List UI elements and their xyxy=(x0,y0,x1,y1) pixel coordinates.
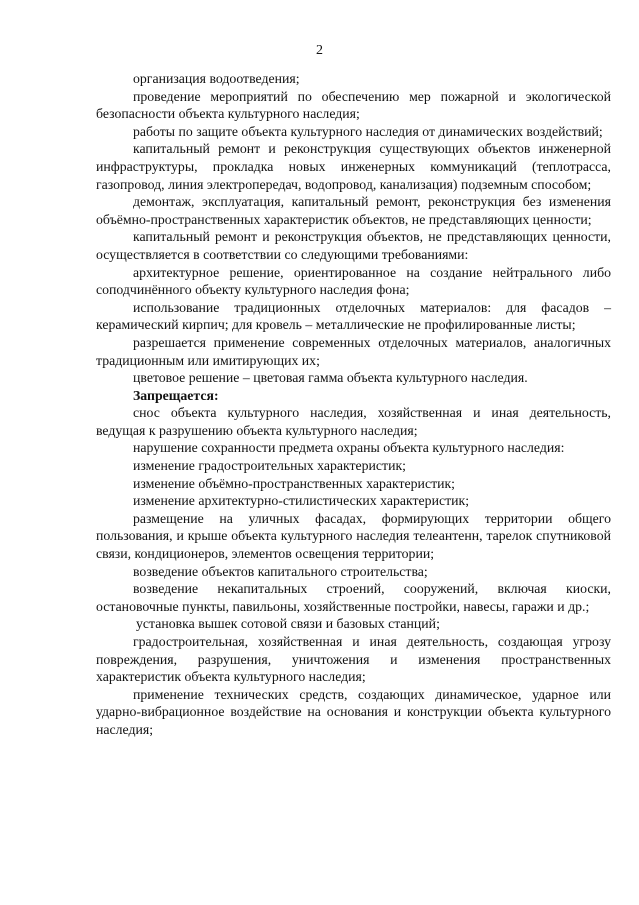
paragraph: изменение архитектурно-стилистических характеристик; xyxy=(133,493,470,509)
paragraph: возведение объектов капитального строительства; xyxy=(133,563,428,579)
paragraph: разрешается применение современных отделочных материалов, аналогичных традиционным или имитирующих их; xyxy=(96,334,611,368)
paragraph: градостроительная, хозяйственная и иная деятельность, создающая угрозу повреждения, разрушения, уничтожения и изменения пространственных характеристик объекта культурного наследия; xyxy=(96,634,611,685)
paragraph: применение технических средств, создающих динамическое, ударное или ударно-вибрационное воздействие на основания и конструкции объекта культурного наследия; xyxy=(96,686,611,737)
paragraph: демонтаж, эксплуатация, капитальный ремонт, реконструкция без изменения объёмно-пространственных характеристик объектов, не представляющих ценности; xyxy=(96,194,611,227)
paragraph: изменение градостроительных характеристик; xyxy=(133,458,407,474)
paragraph: нарушение сохранности предмета охраны объекта культурного наследия: xyxy=(133,440,565,456)
paragraph: капитальный ремонт и реконструкция объектов, не представляющих ценности, осуществляется в соответствии со следующими требованиями: xyxy=(96,229,611,262)
paragraph: установка вышек сотовой связи и базовых станций; xyxy=(136,616,440,632)
paragraph: цветовое решение – цветовая гамма объекта культурного наследия. xyxy=(133,370,528,386)
section-heading-prohibited: Запрещается: xyxy=(133,387,219,403)
paragraph: архитектурное решение, ориентированное на создание нейтрального либо соподчинённого объекту культурного наследия фона; xyxy=(96,264,611,298)
document-body xyxy=(96,70,611,739)
paragraph: работы по защите объекта культурного наследия от динамических воздействий; xyxy=(133,123,603,139)
paragraph: возведение некапитальных строений, сооружений, включая киоски, остановочные пункты, павильоны, хозяйственные постройки, навесы, гаражи и др.; xyxy=(96,581,611,614)
paragraph: изменение объёмно-пространственных характеристик; xyxy=(133,475,456,491)
paragraph: капитальный ремонт и реконструкция существующих объектов инженерной инфраструктуры, прокладка новых инженерных коммуникаций (теплотрасса, газопровод, линия электропередач, водопровод, канализация) подземным способом; xyxy=(96,141,611,192)
paragraph: проведение мероприятий по обеспечению мер пожарной и экологической безопасности объекта культурного наследия; xyxy=(96,88,611,122)
paragraph: использование традиционных отделочных материалов: для фасадов – керамический кирпич; для кровель – металлические не профилированные листы; xyxy=(96,299,611,333)
paragraph: организация водоотведения; xyxy=(133,71,300,86)
page-number: 2 xyxy=(316,43,323,58)
paragraph: размещение на уличных фасадах, формирующих территории общего пользования, и крыше объекта культурного наследия телеантенн, тарелок спутниковой связи, кондиционеров, элементов освещения территории; xyxy=(96,510,611,562)
paragraph: снос объекта культурного наследия, хозяйственная и иная деятельность, ведущая к разрушению объекта культурного наследия; xyxy=(96,405,611,438)
